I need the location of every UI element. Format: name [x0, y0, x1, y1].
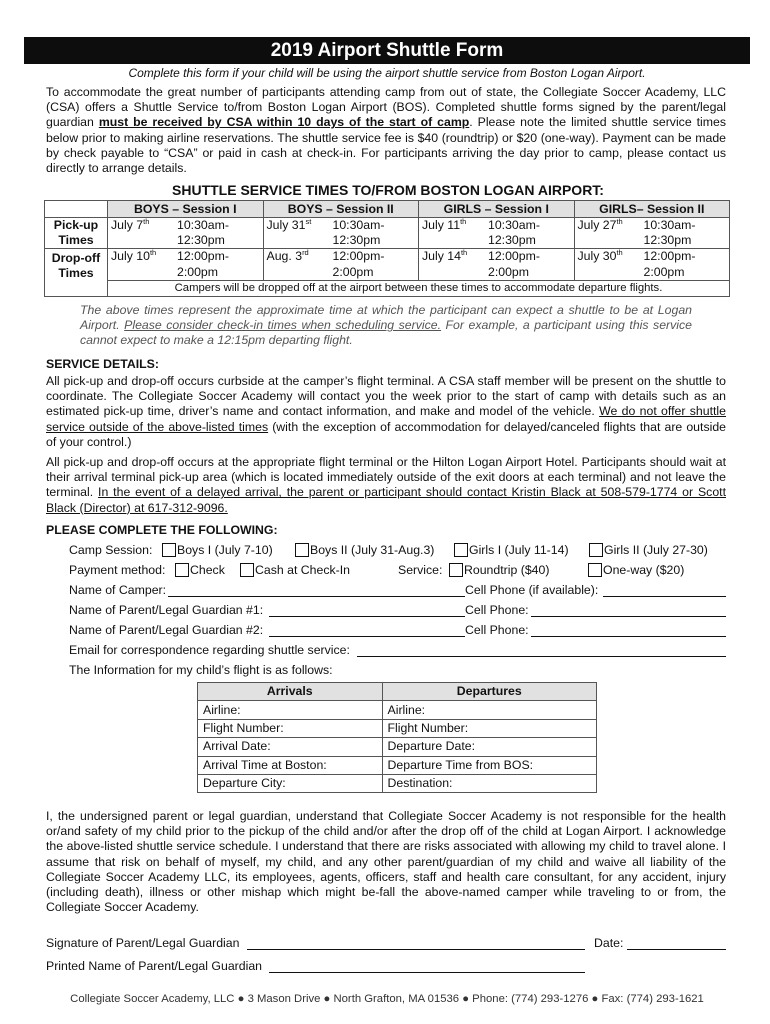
date-suffix: th	[149, 248, 157, 258]
guardian-2-label: Name of Parent/Legal Guardian #2:	[69, 623, 264, 637]
option-label: Roundtrip ($40)	[464, 563, 550, 577]
pickup-date: July 11	[422, 218, 461, 232]
email-label: Email for correspondence regarding shuttle service:	[69, 643, 350, 657]
arrival-time-field[interactable]: Arrival Time at Boston:	[198, 756, 383, 774]
dropoff-time: 12:00pm-2:00pm	[488, 249, 540, 279]
pickup-time: 10:30am-12:30pm	[643, 218, 696, 248]
destination-field[interactable]: Destination:	[382, 774, 596, 792]
intro-deadline: must be received by CSA within 10 days of the start of camp	[98, 115, 470, 130]
pickup-label: Pick-up Times	[45, 218, 108, 249]
intro-text: To accommodate the great number of participants attending camp from out of state, the Collegiate Soccer Academy, LLC (CSA) offers a Shuttle Service to/from Boston Logan Airport (BOS). Completed shuttle forms signed by the parent/legal guardian	[46, 85, 726, 130]
intro-text-2: . Please note the limited shuttle service times below prior to making airline reservations. The shuttle service fee is $40 (roundtrip) or $20 (one-way). Payment can be made by check payable to “CSA” or paid in cash at check-in. For participants arriving the day prior to camp, please contact us directly to arrange details.	[46, 115, 726, 176]
dropoff-cell	[419, 249, 575, 280]
guardian-2-cell-label: Cell Phone:	[465, 623, 529, 637]
pickup-date: July 27	[577, 218, 617, 232]
checkbox[interactable]	[240, 563, 254, 577]
pickup-cell	[263, 218, 419, 249]
checkbox[interactable]	[454, 543, 468, 557]
option-label: Girls II (July 27-30)	[604, 543, 708, 557]
schedule-title: SHUTTLE SERVICE TIMES TO/FROM BOSTON LOGAN AIRPORT:	[172, 182, 604, 198]
header-boys-2: BOYS – Session II	[263, 201, 419, 218]
service-label: Service:	[398, 563, 443, 577]
cell-phone-available-label: Cell Phone (if available):	[465, 583, 599, 597]
date-suffix: rd	[302, 248, 309, 258]
session-boys-1-option[interactable]	[162, 543, 273, 558]
header-girls-2: GIRLS– Session II	[574, 201, 730, 218]
guardian-1-cell-label: Cell Phone:	[465, 603, 529, 617]
option-label: One-way ($20)	[603, 563, 685, 577]
guardian-1-name-field[interactable]	[269, 604, 465, 617]
service-contact: In the event of a delayed arrival, the parent or participant should contact Kristin Black at 508-579-1774 or Scott Black (Director) at 617-312-9096.	[46, 485, 726, 515]
departure-airline-field[interactable]: Airline:	[382, 701, 596, 719]
dropoff-time: 12:00pm-2:00pm	[177, 249, 229, 279]
shuttle-schedule-table	[44, 200, 730, 297]
signature-label: Signature of Parent/Legal Guardian	[46, 936, 240, 950]
pickup-date: July 7	[111, 218, 144, 232]
departure-time-field[interactable]: Departure Time from BOS:	[382, 756, 596, 774]
service-text: All pick-up and drop-off occurs curbside at the camper’s flight terminal. A CSA staff member will be present on the shuttle to coordinate. The Collegiate Soccer Academy will contact you the week prior to the start of camp with details such as an estimated pick-up time, driver’s name and contact information, and make and model of the vehicle.	[46, 374, 726, 419]
dropoff-note: Campers will be dropped off at the airport between these times to accommodate departure flights.	[108, 280, 730, 296]
option-label: Girls I (July 11-14)	[469, 543, 569, 557]
service-heading: SERVICE DETAILS:	[46, 357, 159, 371]
checkbox[interactable]	[295, 543, 309, 557]
date-suffix: th	[616, 216, 623, 226]
guardian-1-cell-field[interactable]	[531, 604, 726, 617]
payment-cash-option[interactable]	[240, 563, 350, 578]
payment-check-option[interactable]	[175, 563, 225, 578]
printed-name-field[interactable]	[269, 960, 585, 973]
pickup-cell	[419, 218, 575, 249]
schedule-note-text-2: For example, a participant using this service cannot expect to make a 12:15pm departing flight.	[80, 318, 692, 348]
session-boys-2-option[interactable]	[295, 543, 434, 558]
pickup-time: 10:30am-12:30pm	[488, 218, 540, 248]
dropoff-cell	[263, 249, 419, 280]
schedule-note	[80, 303, 692, 349]
camper-cell-phone-field[interactable]	[603, 584, 726, 597]
dropoff-date: July 10	[111, 249, 150, 264]
arrival-airline-field[interactable]: Airline:	[198, 701, 383, 719]
date-suffix: th	[460, 248, 468, 258]
date-field[interactable]	[627, 937, 726, 950]
option-label: Check	[190, 563, 225, 577]
camp-session-label: Camp Session:	[69, 543, 153, 557]
service-text: All pick-up and drop-off occurs at the appropriate flight terminal or the Hilton Logan Airport Hotel. Participants should wait at their arrival terminal pick-up area (which is located immediately outside of the exit doors at each terminal) and not leave the terminal.	[46, 455, 726, 500]
checkbox[interactable]	[588, 563, 602, 577]
form-title: 2019 Airport Shuttle Form	[24, 37, 750, 64]
pickup-time: 10:30am-12:30pm	[332, 218, 385, 248]
service-paragraph-2	[46, 455, 726, 516]
dropoff-date: July 30	[577, 249, 617, 264]
option-label: Boys I (July 7-10)	[177, 543, 273, 557]
departure-city-field[interactable]: Departure City:	[198, 774, 383, 792]
form-heading: PLEASE COMPLETE THE FOLLOWING:	[46, 523, 278, 537]
dropoff-cell	[574, 249, 730, 280]
guardian-2-name-field[interactable]	[269, 624, 465, 637]
header-boys-1: BOYS – Session I	[108, 201, 264, 218]
pickup-cell	[574, 218, 730, 249]
footer-contact: Collegiate Soccer Academy, LLC ● 3 Mason Drive ● North Grafton, MA 01536 ● Phone: (774) 293-1276 ● Fax: (774) 293-1621	[70, 993, 704, 1005]
dropoff-cell	[108, 249, 264, 280]
dropoff-date: Aug. 3	[266, 249, 303, 264]
guardian-1-label: Name of Parent/Legal Guardian #1:	[69, 603, 264, 617]
checkbox[interactable]	[162, 543, 176, 557]
header-girls-1: GIRLS – Session I	[419, 201, 575, 218]
date-suffix: th	[616, 248, 623, 258]
service-roundtrip-option[interactable]	[449, 563, 549, 578]
option-label: Boys II (July 31-Aug.3)	[310, 543, 435, 557]
service-emph: We do not offer shuttle service outside of the above-listed times	[46, 404, 726, 434]
camper-name-field[interactable]	[168, 584, 465, 597]
date-suffix: th	[143, 216, 150, 226]
service-oneway-option[interactable]	[588, 563, 684, 578]
pickup-date: July 31	[266, 218, 306, 232]
arrival-flight-number-field[interactable]: Flight Number:	[198, 719, 383, 737]
service-paragraph-1	[46, 374, 726, 450]
flight-info-table	[197, 682, 597, 793]
corner-cell	[45, 201, 108, 218]
schedule-note-text: The above times represent the approximate time at which the participant can expect a shuttle to be at Logan Airport.	[80, 303, 692, 333]
pickup-cell	[108, 218, 264, 249]
date-label: Date:	[594, 936, 624, 950]
checkbox[interactable]	[449, 563, 463, 577]
session-girls-1-option[interactable]	[454, 543, 569, 558]
intro-paragraph	[46, 85, 726, 176]
arrival-date-field[interactable]: Arrival Date:	[198, 738, 383, 756]
form-subtitle: Complete this form if your child will be using the airport shuttle service from Boston Logan Airport.	[128, 66, 646, 80]
camper-name-label: Name of Camper:	[69, 583, 167, 597]
date-suffix: st	[305, 216, 312, 226]
departure-date-field[interactable]: Departure Date:	[382, 738, 596, 756]
date-suffix: th	[460, 216, 467, 226]
service-text-2: (with the exception of accommodation for delayed/canceled flights that are outside of your control.)	[46, 419, 726, 449]
dropoff-date: July 14	[422, 249, 461, 264]
payment-method-label: Payment method:	[69, 563, 166, 577]
printed-name-label: Printed Name of Parent/Legal Guardian	[46, 959, 263, 973]
departure-flight-number-field[interactable]: Flight Number:	[382, 719, 596, 737]
session-girls-2-option[interactable]	[589, 543, 708, 558]
checkbox[interactable]	[589, 543, 603, 557]
schedule-note-emph: Please consider check-in times when scheduling service.	[124, 318, 442, 333]
pickup-time: 10:30am-12:30pm	[177, 218, 229, 248]
arrivals-header: Arrivals	[198, 683, 383, 701]
waiver-paragraph: I, the undersigned parent or legal guardian, understand that Collegiate Soccer Academy is not responsible for the health or/and safety of my child prior to the pickup of the child and/or after the drop off of the child at Logan Airport. I acknowledge the above-listed shuttle service schedule. I understand that there are risks associated with allowing my child to travel alone. I assume that risk on behalf of myself, my child, and any other parent/guardian of my child and waive all liability of the Collegiate Soccer Academy LLC, its employees, agents, officers, staff and health care consultant, for any accident, injury (including death), illness or other mishap which might be-fall the above-named camper while traveling to or from, the Collegiate Soccer Academy.	[46, 809, 726, 915]
dropoff-time: 12:00pm-2:00pm	[332, 249, 385, 279]
departures-header: Departures	[382, 683, 596, 701]
signature-field[interactable]	[247, 937, 585, 950]
dropoff-label: Drop-off Times	[45, 249, 108, 296]
checkbox[interactable]	[175, 563, 189, 577]
option-label: Cash at Check-In	[255, 563, 351, 577]
guardian-2-cell-field[interactable]	[531, 624, 726, 637]
email-field[interactable]	[357, 644, 726, 657]
dropoff-time: 12:00pm-2:00pm	[643, 249, 696, 279]
flight-intro: The Information for my child’s flight is as follows:	[69, 663, 333, 677]
